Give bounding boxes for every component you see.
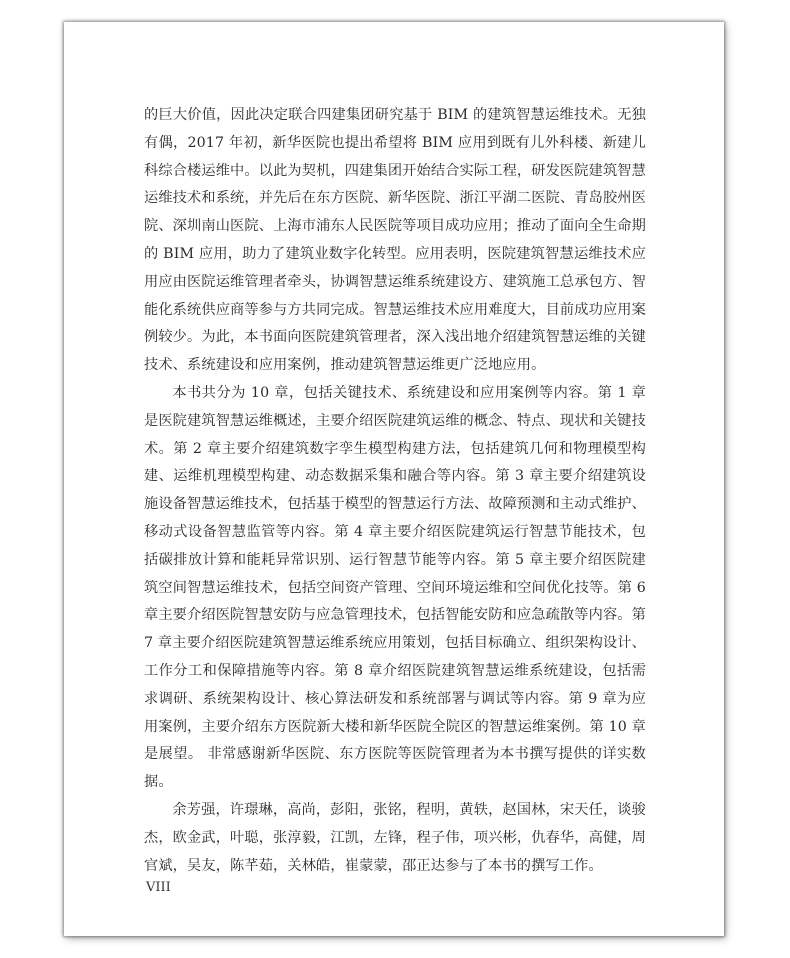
paragraph-book-structure: 本书共分为 10 章，包括关键技术、系统建设和应用案例等内容。第 1 章是医院建筑智慧运维概述，主要介绍医院建筑运维的概念、特点、现状和关键技术。第 2 章主要介绍建筑数字孪生模型构建方法，包括建筑几何和物理模型构建、运维机理模型构建、动态数据采集和融合等内容。第 3 章主要介绍建筑设施设备智慧运维技术，包括基于模型的智慧运行方法、故障预测和主动式维护、移动式设备智慧监管等内容。第 4 章主要介绍医院建筑运行智慧节能技术，包括碳排放计算和能耗异常识别、运行智慧节能等内容。第 5 章主要介绍医院建筑空间智慧运维技术，包括空间资产管理、空间环境运维和空间优化技等。第 6 章主要介绍医院智慧安防与应急管理技术，包括智能安防和应急疏散等内容。第 7 章主要介绍医院建筑智慧运维系统应用策划，包括目标确立、组织架构设计、工作分工和保障措施等内容。第 8 章介绍医院建筑智慧运维系统建设，包括需求调研、系统架构设计、核心算法研发和系统部署与调试等内容。第 9 章为应用案例，主要介绍东方医院新大楼和新华医院全院区的智慧运维案例。第 10 章是展望。 非常感谢新华医院、东方医院等医院管理者为本书撰写提供的详实数据。 (144, 384, 646, 791)
document-page (64, 22, 724, 936)
page-body (144, 102, 646, 880)
paragraph-contributors: 余芳强，许璟琳，高尚，彭阳，张铭，程明，黄轶，赵国林，宋天任，谈骏杰，欧金武，叶聪，张淳毅，江凯，左锋，程子伟，项兴彬，仇春华，高健，周官斌，吴友，陈芊茹，关林皓，崔蒙蒙，邵正达参与了本书的撰写工作。 (144, 801, 646, 874)
page-number: VIII (146, 880, 171, 895)
paragraph-continuation: 的巨大价值，因此决定联合四建集团研究基于 BIM 的建筑智慧运维技术。无独有偶，2017 年初，新华医院也提出希望将 BIM 应用到既有儿外科楼、新建儿科综合楼运维中。以此为契机，四建集团开始结合实际工程，研发医院建筑智慧运维技术和系统，并先后在东方医院、新华医院、浙江平湖二医院、青岛胶州医院、深圳南山医院、上海市浦东人民医院等项目成功应用；推动了面向全生命期的 BIM 应用，助力了建筑业数字化转型。应用表明，医院建筑智慧运维技术应用应由医院运维管理者牵头，协调智慧运维系统建设方、建筑施工总承包方、智能化系统供应商等参与方共同完成。智慧运维技术应用难度大，目前成功应用案例较少。为此，本书面向医院建筑管理者，深入浅出地介绍建筑智慧运维的关键技术、系统建设和应用案例，推动建筑智慧运维更广泛地应用。 (144, 107, 646, 374)
